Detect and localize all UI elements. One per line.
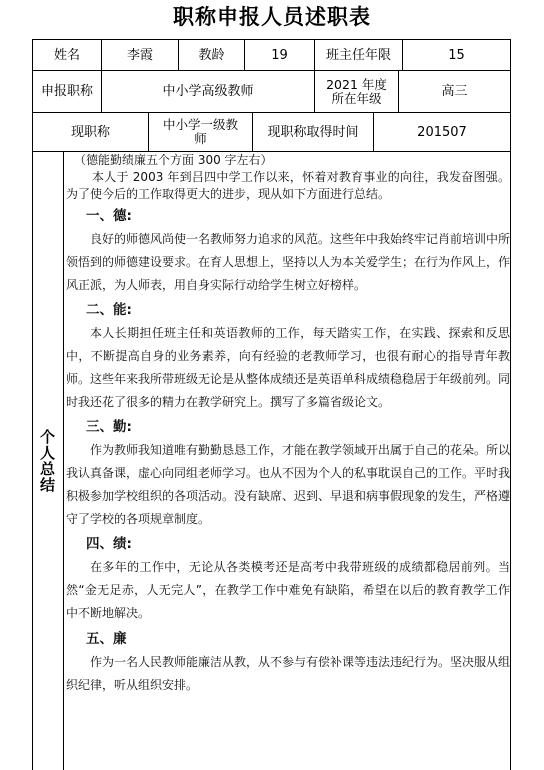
table-border-right <box>510 39 511 770</box>
head-teacher-years-value: 15 <box>448 47 465 63</box>
section-heading-diligence: 三、勤: <box>86 419 132 435</box>
head-teacher-years-label: 班主任年限 <box>325 47 391 63</box>
section-heading-integrity: 五、廉 <box>86 631 127 647</box>
page-title: 职称申报人员述职表 <box>173 4 371 29</box>
section-body-achievement: 在多年的工作中，无论从各类模考还是高考中我带班级的成绩都稳居前列。当然“金无足赤，人无完人”，在教学工作中难免有缺陷，希望在以后的教育教学工作中不断地解决。 <box>66 560 510 620</box>
current-title-date-label: 现职称取得时间 <box>267 124 359 140</box>
teaching-years-label: 教龄 <box>198 47 225 63</box>
section-body-diligence: 作为教师我知道唯有勤勤恳恳工作，才能在教学领域开出属于自己的花朵。所以我认真备课，虚心向同组老师学习。也从不因为个人的私事耽误自己的工作。平时我积极参加学校组织的各项活动。没有缺席、迟到、早退和病事假现象的发生，严格遵守了学校的各项规章制度。 <box>66 443 511 526</box>
grade-label-line2: 所在年级 <box>331 90 382 106</box>
summary-note: （德能勤绩廉五个方面 300 字左右） <box>74 153 273 167</box>
personal-summary-label <box>32 152 63 770</box>
current-title-label: 现职称 <box>70 124 110 140</box>
applied-title-value: 中小学高级教师 <box>162 84 254 99</box>
section-heading-achievement: 四、绩: <box>86 536 132 552</box>
section-body-virtue: 良好的师德风尚使一名教师努力追求的风范。这些年中我始终牢记肖前培训中所领悟到的师德建设要求。在育人思想上，坚持以人为本关爱学生；在行为作风上，作风正派，为人师表，用自身实际行动给学生树立好榜样。 <box>66 232 511 292</box>
name-label: 姓名 <box>53 47 80 63</box>
name-value: 李霞 <box>126 47 153 63</box>
applied-title-label: 申报职称 <box>40 84 93 99</box>
summary-content <box>66 152 510 697</box>
grade-value: 高三 <box>441 84 468 99</box>
grade-label <box>315 71 398 112</box>
personal-summary-label-text: 个人总结 <box>38 429 56 493</box>
section-body-integrity: 作为一名人民教师能廉洁从教，从不参与有偿补课等违法违纪行为。坚决服从组织纪律，听从组织安排。 <box>66 655 511 692</box>
summary-intro: 本人于 2003 年到吕四中学工作以来，怀着对教育事业的向往，我发奋图强。为了使今后的工作取得更大的进步，现从如下方面进行总结。 <box>66 170 510 201</box>
section-body-ability: 本人长期担任班主任和英语教师的工作，每天踏实工作，在实践、探索和反思中，不断提高自身的业务素养，向有经验的老教师学习，也很有耐心的指导青年教师。这些年来我所带班级无论是从整体成绩还是英语单科成绩稳稳居于年级前列。同时我还花了很多的精力在教学研究上。撰写了多篇省级论文。 <box>66 326 511 409</box>
current-title-date-value: 201507 <box>417 124 467 140</box>
grade-label-line1: 2021 年度 <box>326 76 387 92</box>
current-title-line1: 中小学一级教 <box>162 117 238 132</box>
section-heading-virtue: 一、德: <box>86 208 132 224</box>
section-heading-ability: 二、能: <box>86 302 132 318</box>
current-title-value <box>149 113 252 151</box>
current-title-line2: 师 <box>194 131 207 146</box>
teaching-years-value: 19 <box>271 47 288 63</box>
summary-divider <box>63 151 64 770</box>
